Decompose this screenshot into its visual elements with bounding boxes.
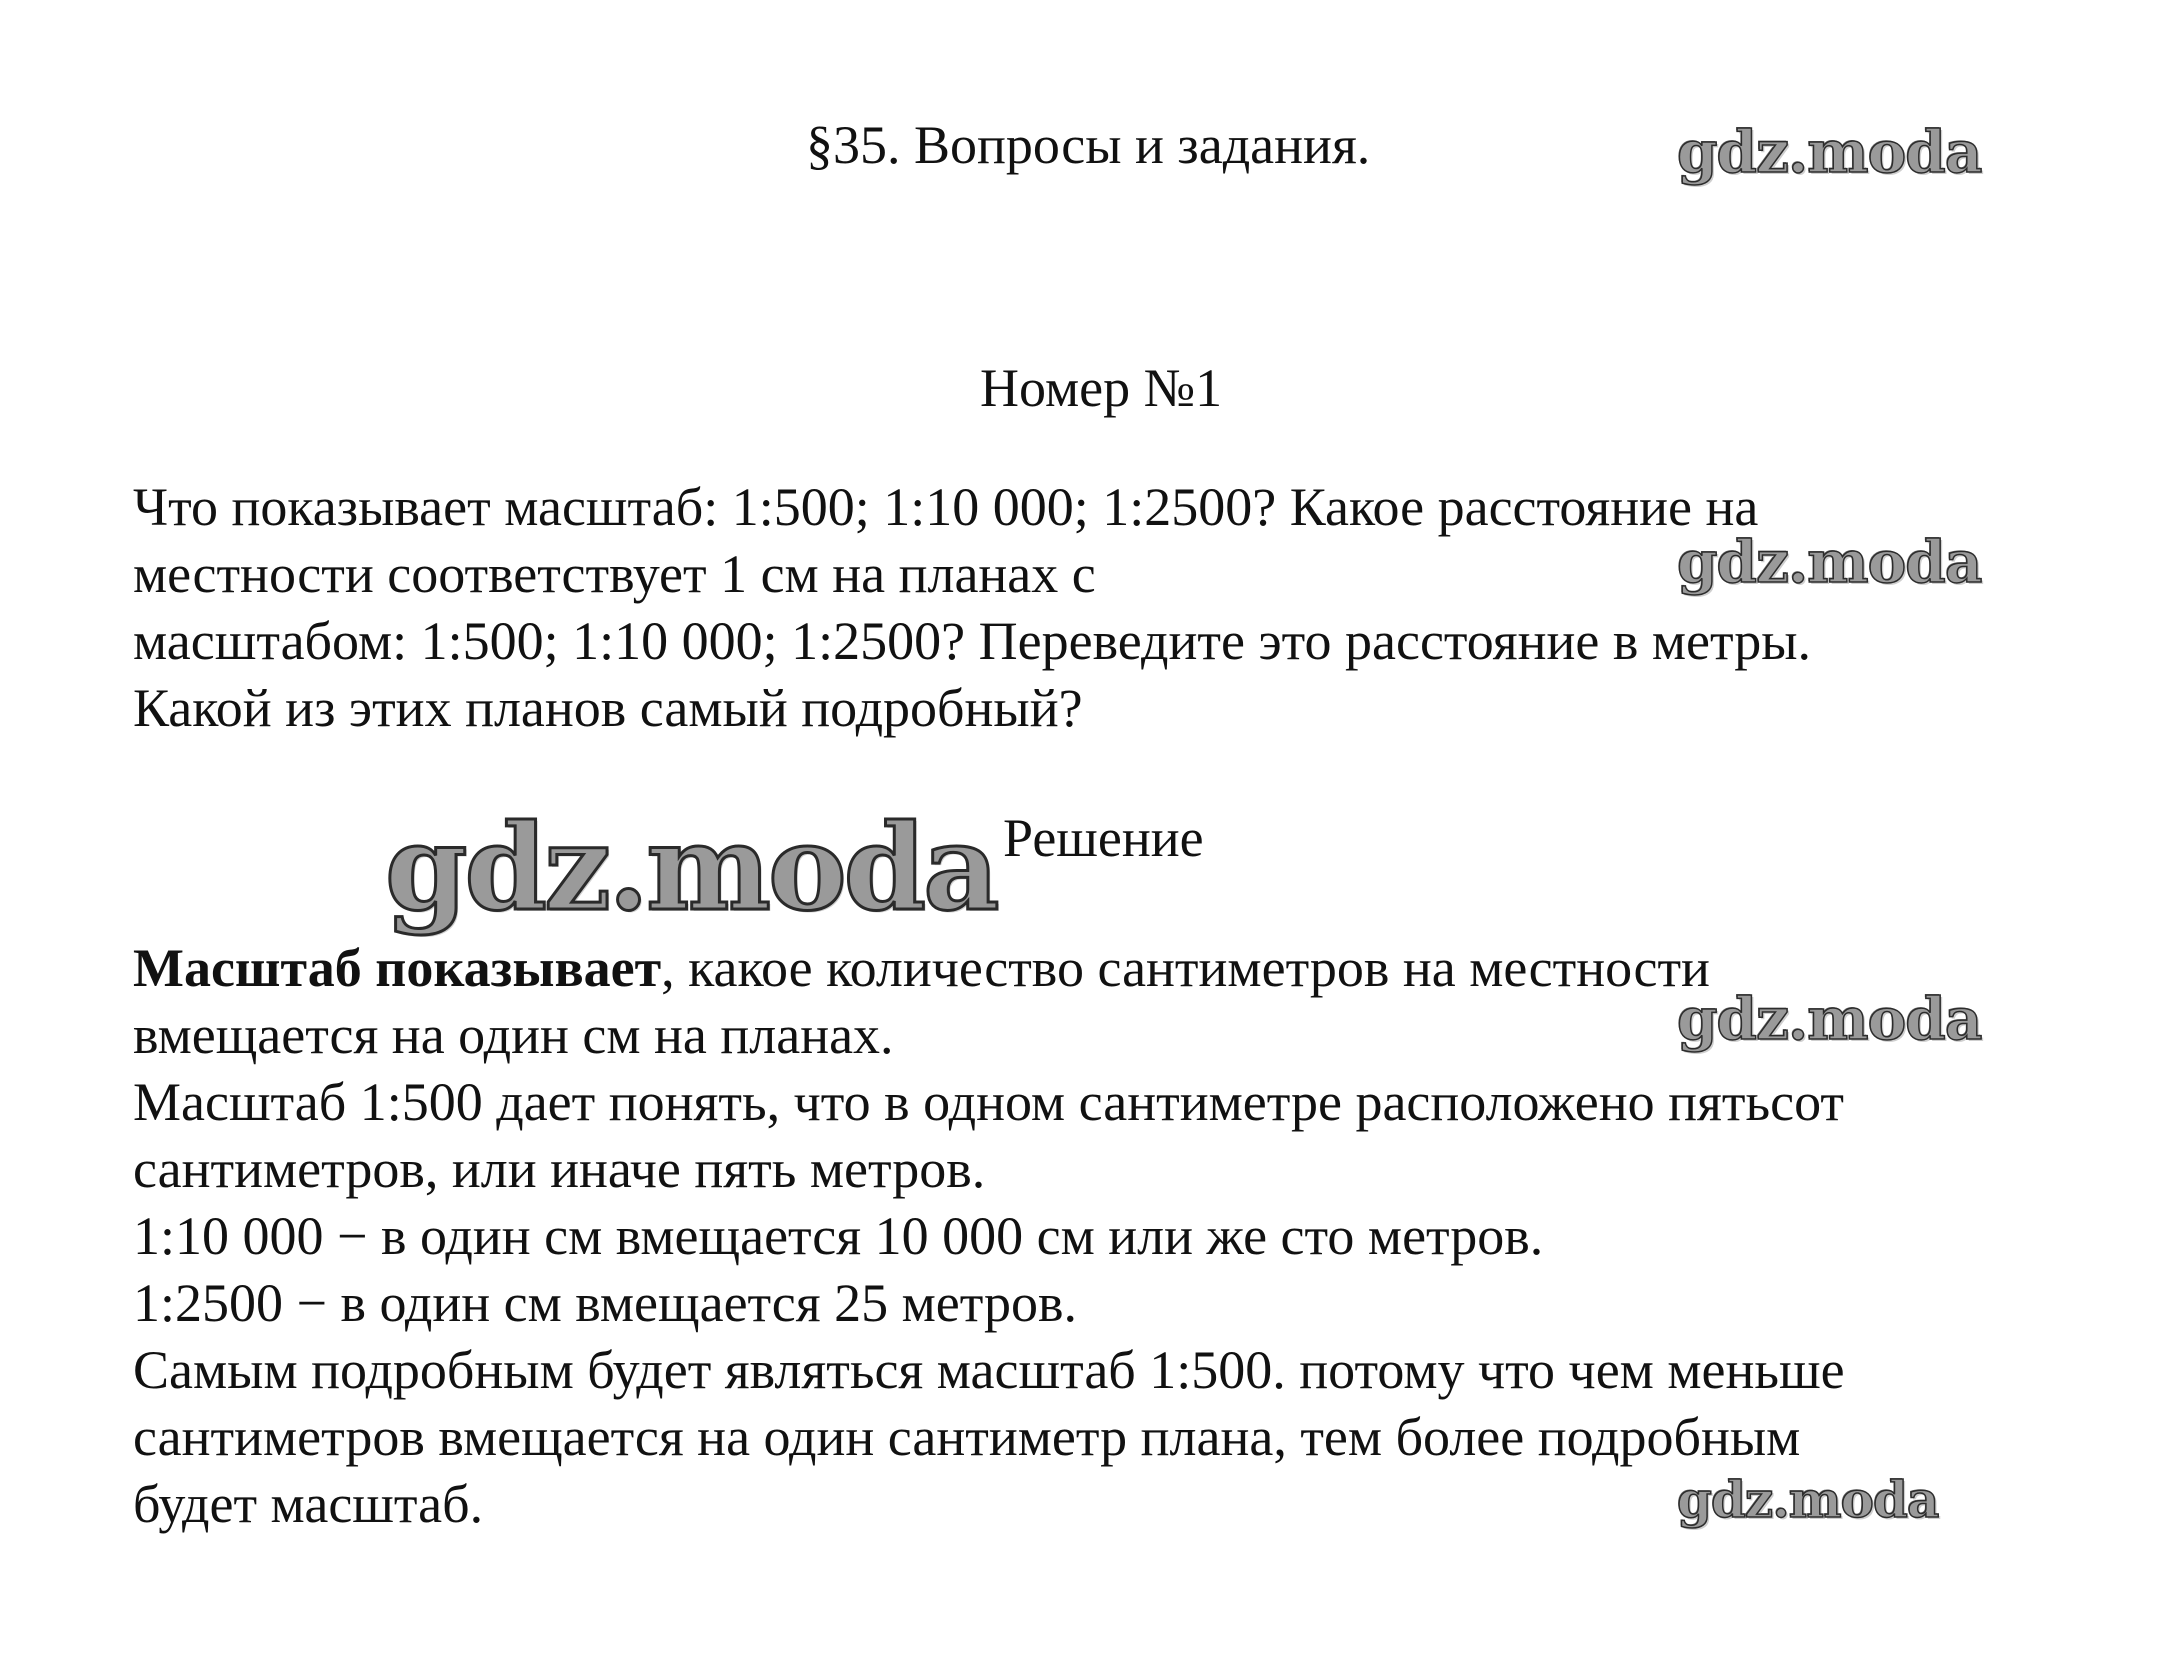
solution-line: будет масштаб. (133, 1474, 484, 1534)
watermark-logo: gdz.moda (1677, 118, 1982, 186)
solution-line (133, 935, 1845, 1002)
question-line: Какой из этих планов самый подробный? (133, 678, 1083, 738)
solution-bold-term: Масштаб показывает (133, 938, 662, 998)
solution-line: сантиметров, или иначе пять метров. (133, 1139, 986, 1199)
solution-line: Самым подробным будет являться масштаб 1:500. потому что чем меньше (133, 1340, 1845, 1400)
watermark-logo: gdz.moda (1677, 985, 1982, 1053)
question-line: местности соответствует 1 см на планах с (133, 544, 1096, 604)
section-title: §35. Вопросы и задания. (806, 115, 1371, 175)
solution-text (133, 935, 1845, 1538)
solution-label: Решение (1003, 808, 1204, 868)
question-line: масштабом: 1:500; 1:10 000; 1:2500? Переведите это расстояние в метры. (133, 611, 1812, 671)
solution-line: Масштаб 1:500 дает понять, что в одном сантиметре расположено пятьсот (133, 1072, 1844, 1132)
solution-line: 1:10 000 − в один см вмещается 10 000 см или же сто метров. (133, 1206, 1544, 1266)
watermark-logo: gdz.moda (1677, 1470, 1939, 1529)
watermark-logo-large: gdz.moda (385, 798, 997, 937)
solution-line: 1:2500 − в один см вмещается 25 метров. (133, 1273, 1077, 1333)
solution-line: вмещается на один см на планах. (133, 1005, 894, 1065)
watermark-logo: gdz.moda (1677, 528, 1982, 596)
solution-line: сантиметров вмещается на один сантиметр плана, тем более подробным (133, 1407, 1801, 1467)
question-line: Что показывает масштаб: 1:500; 1:10 000; 1:2500? Какое расстояние на (133, 477, 1759, 537)
problem-number: Номер №1 (980, 358, 1223, 418)
question-text (133, 474, 1811, 742)
solution-line-rest: , какое количество сантиметров на местности (661, 938, 1710, 998)
